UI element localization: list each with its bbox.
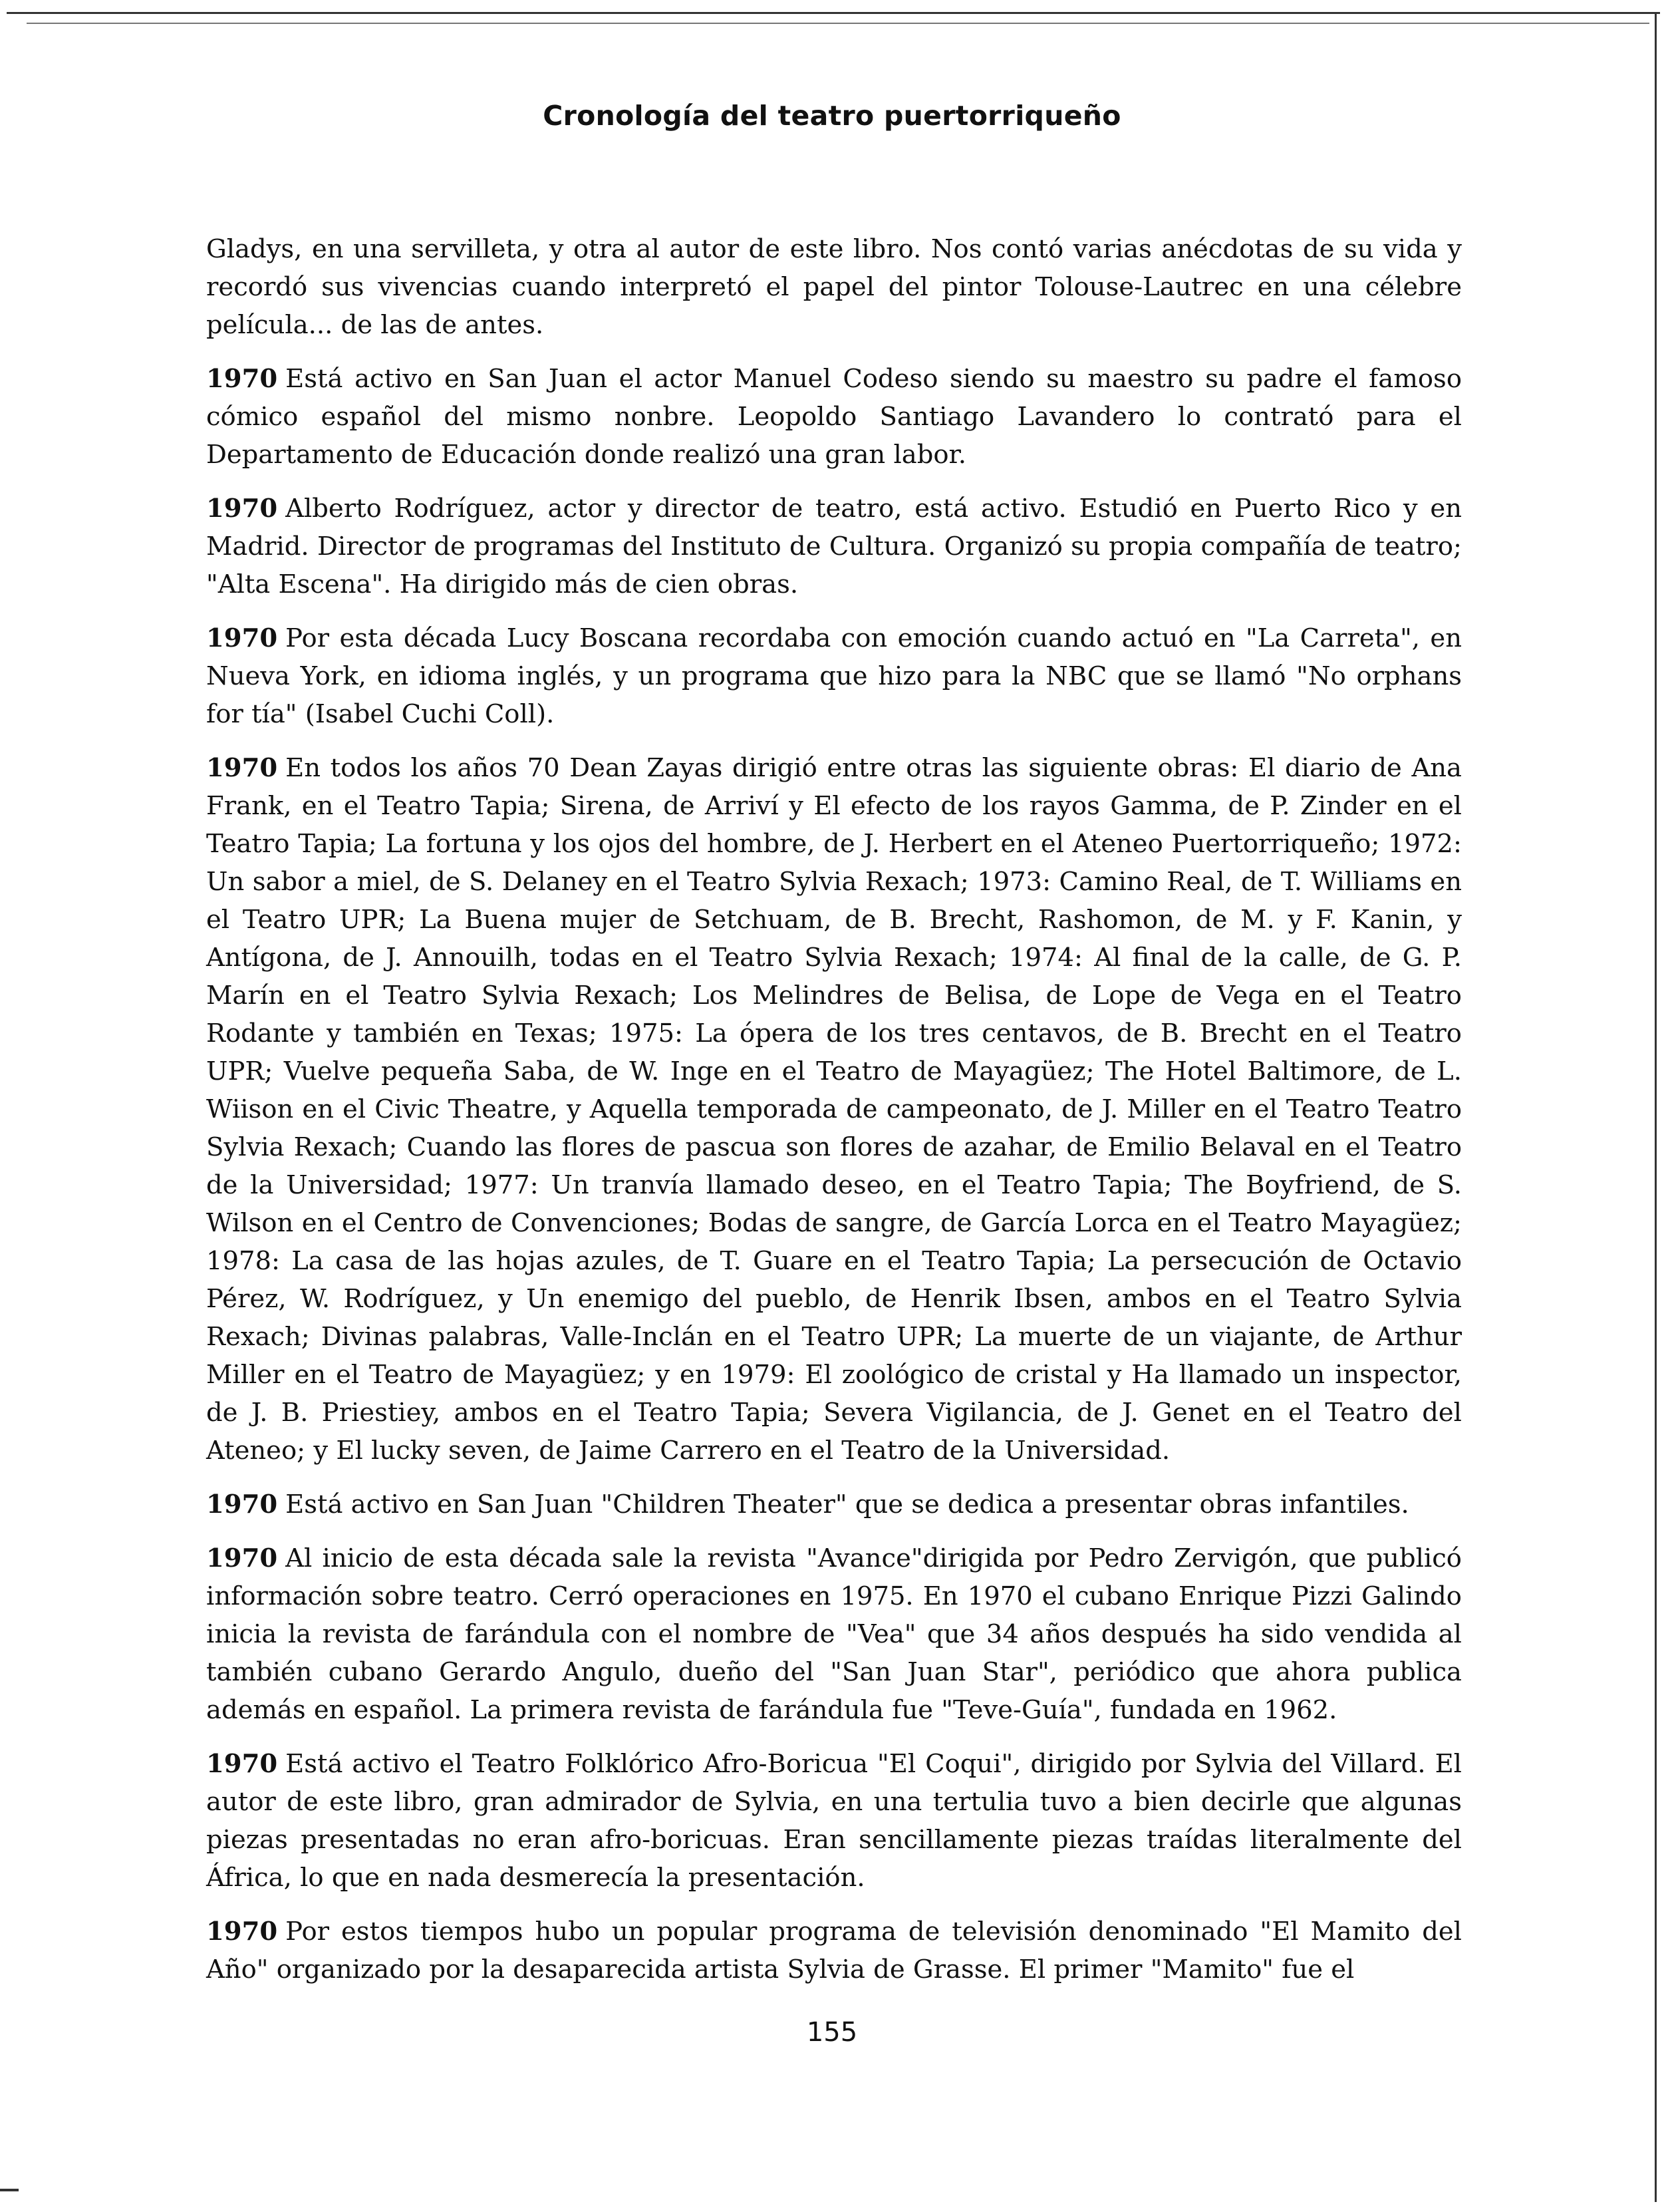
entry-paragraph [206, 1486, 1462, 1523]
continuation-paragraph: Gladys, en una servilleta, y otra al autor de este libro. Nos contó varias anécdotas de su vida y recordó sus vivencias cuando interpretó el papel del pintor Tolouse-Lautrec en una célebre película... de las de antes. [206, 234, 1462, 340]
running-title: Cronología del teatro puertorriqueño [543, 100, 1121, 132]
bottom-corner-mark [0, 2189, 19, 2191]
entry-text: Está activo en San Juan "Children Theater" que se dedica a presentar obras infantiles. [285, 1490, 1409, 1519]
entry-text: Está activo el Teatro Folklórico Afro-Boricua "El Coqui", dirigido por Sylvia del Villard. El autor de este libro, gran admirador de Sylvia, en una tertulia tuvo a bien decirle que algunas piezas presentadas no eran afro-boricuas. Eran sencillamente piezas traídas literalmente del África, lo que en nada desmerecía la presentación. [206, 1749, 1462, 1893]
entry-year: 1970 [206, 623, 278, 653]
entry-year: 1970 [206, 753, 278, 783]
entry-paragraph [206, 1745, 1462, 1897]
entry-year: 1970 [206, 1490, 278, 1519]
page-body [206, 230, 1462, 2004]
top-border-line [7, 12, 1660, 14]
entry-year: 1970 [206, 1917, 278, 1947]
entry-text: En todos los años 70 Dean Zayas dirigió entre otras las siguiente obras: El diario de Ana Frank, en el Teatro Tapia; Sirena, de Arriví y El efecto de los rayos Gamma, de P. Zinder en el Teatro Tapia; La fortuna y los ojos del hombre, de J. Herbert en el Ateneo Puertorriqueño; 1972: Un sabor a miel, de S. Delaney en el Teatro Sylvia Rexach; 1973: Camino Real, de T. Williams en el Teatro UPR; La Buena mujer de Setchuam, de B. Brecht, Rashomon, de M. y F. Kanin, y Antígona, de J. Annouilh, todas en el Teatro Sylvia Rexach; 1974: Al final de la calle, de G. P. Marín en el Teatro Sylvia Rexach; Los Melindres de Belisa, de Lope de Vega en el Teatro Rodante y también en Texas; 1975: La ópera de los tres centavos, de B. Brecht en el Teatro UPR; Vuelve pequeña Saba, de W. Inge en el Teatro de Mayagüez; The Hotel Baltimore, de L. Wiison en el Civic Theatre, y Aquella temporada de campeonato, de J. Miller en el Teatro Teatro Sylvia Rexach; Cuando las flores de pascua son flores de azahar, de Emilio Belaval en el Teatro de la Universidad; 1977: Un tranvía llamado deseo, en el Teatro Tapia; The Boyfriend, de S. Wilson en el Centro de Convenciones; Bodas de sangre, de García Lorca en el Teatro Mayagüez; 1978: La casa de las hojas azules, de T. Guare en el Teatro Tapia; La persecución de Octavio Pérez, W. Rodríguez, y Un enemigo del pueblo, de Henrik Ibsen, ambos en el Teatro Sylvia Rexach; Divinas palabras, Valle-Inclán en el Teatro UPR; La muerte de un viajante, de Arthur Miller en el Teatro de Mayagüez; y en 1979: El zoológico de cristal y Ha llamado un inspector, de J. B. Priestiey, ambos en el Teatro Tapia; Severa Vigilancia, de J. Genet en el Teatro del Ateneo; y El lucky seven, de Jaime Carrero en el Teatro de la Universidad. [206, 753, 1462, 1466]
entry-text: Está activo en San Juan el actor Manuel Codeso siendo su maestro su padre el famoso cómico español del mismo nonbre. Leopoldo Santiago Lavandero lo contrató para el Departamento de Educación donde realizó una gran labor. [206, 364, 1462, 470]
entry-paragraph [206, 1913, 1462, 1988]
entry-text: Al inicio de esta década sale la revista "Avance"dirigida por Pedro Zervigón, que publicó información sobre teatro. Cerró operaciones en 1975. En 1970 el cubano Enrique Pizzi Galindo inicia la revista de farándula con el nombre de "Vea" que 34 años después ha sido vendida al también cubano Gerardo Angulo, dueño del "San Juan Star", periódico que ahora publica además en español. La primera revista de farándula fue "Teve-Guía", fundada en 1962. [206, 1543, 1462, 1725]
entry-year: 1970 [206, 1543, 278, 1573]
entry-paragraph [206, 1539, 1462, 1729]
entry-paragraph [206, 490, 1462, 603]
entry-year: 1970 [206, 364, 278, 394]
entry-year: 1970 [206, 1749, 278, 1779]
top-inner-border-line [27, 23, 1649, 24]
entry-paragraph [206, 360, 1462, 474]
entry-text: Por estos tiempos hubo un popular programa de televisión denominado "El Mamito del Año" organizado por la desaparecida artista Sylvia de Grasse. El primer "Mamito" fue el [206, 1917, 1462, 1984]
entry-text: Alberto Rodríguez, actor y director de teatro, está activo. Estudió en Puerto Rico y en Madrid. Director de programas del Instituto de Cultura. Organizó su propia compañía de teatro; "Alta Escena". Ha dirigido más de cien obras. [206, 494, 1462, 599]
entry-paragraph [206, 749, 1462, 1470]
entry-year: 1970 [206, 494, 278, 524]
entry-text: Por esta década Lucy Boscana recordaba con emoción cuando actuó en "La Carreta", en Nueva York, en idioma inglés, y un programa que hizo para la NBC que se llamó "No orphans for tía" (Isabel Cuchi Coll). [206, 623, 1462, 729]
right-border-line [1655, 13, 1657, 2202]
entry-paragraph [206, 619, 1462, 733]
page-number: 155 [806, 2017, 858, 2048]
